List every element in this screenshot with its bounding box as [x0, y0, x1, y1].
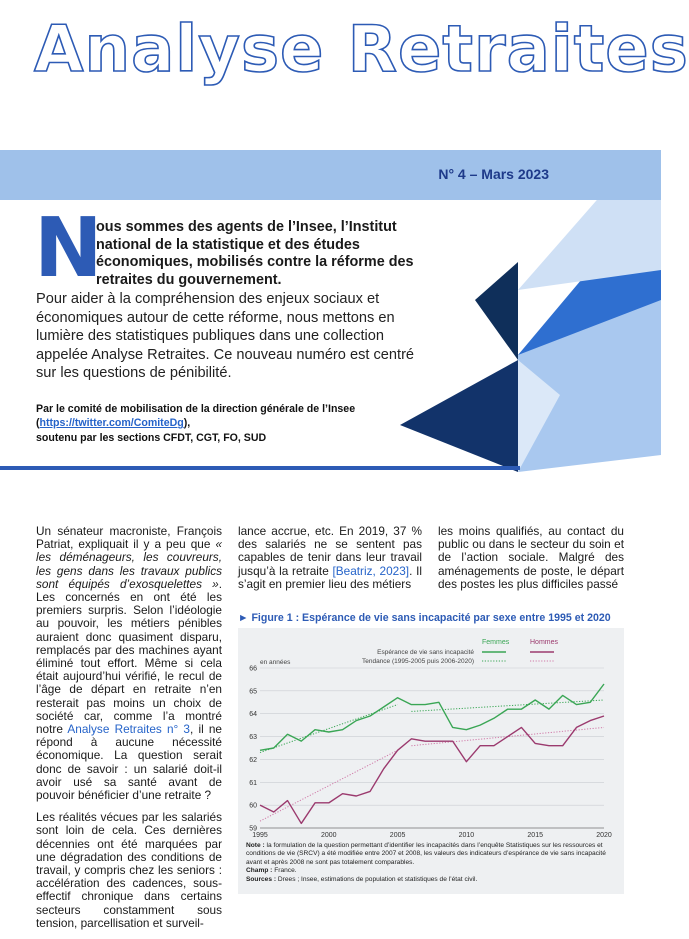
figure-box	[238, 628, 624, 894]
figure-title: ► Figure 1 : Espérance de vie sans incapacité par sexe entre 1995 et 2020	[238, 612, 611, 624]
twitter-link[interactable]: https://twitter.com/ComiteDg	[39, 417, 184, 430]
y-tick-label: 66	[249, 665, 257, 673]
champ-line: Champ : France.	[246, 867, 297, 875]
y-tick-label: 65	[249, 688, 257, 696]
triangle-bullet-icon: ►	[238, 612, 252, 624]
quote: « les déménageurs, les couvreurs, les gens dans les travaux publics sont équipés d’exosquelettes »	[36, 537, 222, 591]
drop-cap-letter: N	[34, 201, 103, 296]
paragraph: les moins qualifiés, au contact du public ou dans le secteur du soin et de l’action sociale. Malgré des aménagements de poste, le départ des postes les plus difficiles passé	[438, 524, 624, 591]
credit-block	[36, 402, 466, 445]
y-tick-label: 60	[249, 802, 257, 810]
y-tick-label: 62	[249, 756, 257, 764]
x-tick-label: 2005	[389, 832, 406, 839]
y-tick-label: 61	[249, 779, 257, 787]
section-divider	[0, 466, 520, 470]
figure-notes	[246, 842, 618, 884]
x-tick-label: 1995	[252, 832, 268, 839]
chart-lines	[260, 684, 604, 823]
paragraph: lance accrue, etc. En 2019, 37 % des salariés ne se sentent pas capables de tenir dans leur travail jusqu’à la retraite [Beatriz, 2023]. Il s’agit en premier lieu des métiers	[238, 524, 422, 591]
x-tick-label: 2000	[321, 832, 337, 839]
article-column-1	[36, 525, 222, 939]
credit-line: Par le comité de mobilisation de la direction générale de l’Insee	[36, 403, 356, 415]
y-tick-label: 59	[249, 825, 257, 833]
legend-hommes-label: Hommes	[530, 639, 559, 646]
article-column-3	[438, 525, 624, 600]
chart-grid	[260, 668, 604, 828]
intro-body: Pour aider à la compréhension des enjeux sociaux et économiques autour de cette réforme, nous mettons en lumière des statistiques publiques dans une collection appelée Analyse Retraites. Ce nouveau numéro est centré sur les questions de pénibilité.	[36, 291, 415, 382]
x-tick-label: 2020	[596, 832, 612, 839]
legend-row-1: Espérance de vie sans incapacité	[377, 649, 474, 656]
paragraph: Un sénateur macroniste, François Patriat, expliquait il y a peu que « les déménageurs, les couvreurs, les gens dans les travaux publics sont équipés d’exosquelettes ». Les concernés en ont été les premiers surpris. Selon l’idéologie au pouvoir, les métiers pénibles auraient donc quasiment disparu, remplacés par des machines ayant éliminé tout effort. Même si cela était aujourd’hui vérifié, le recul de l’âge de départ en retraite n’en resterait pas moins un choix de société car, comme l’a montré notre Analyse Retraites n° 3, il ne répond à aucune nécessité économique. La question serait donc de savoir : un salarié doit-il avoir usé sa santé avant de pouvoir bénéficier d’une retraite ?	[36, 524, 222, 803]
credit-link-suffix: ),	[183, 417, 191, 430]
paragraph: Les réalités vécues par les salariés sont loin de cela. Ces dernières décennies ont été marquées par une dégradation des conditions de travail, y compris chez les seniors : accélération des cadences, sous-effectif chronique dans certains secteurs constamment sous tension, parcellisation et surveil-	[36, 810, 222, 930]
credit-link-line: (https://twitter.com/ComiteDg),	[36, 417, 191, 430]
legend-row-2: Tendance (1995-2005 puis 2006-2020)	[361, 658, 474, 665]
article-column-2	[238, 525, 422, 600]
sources-line: Sources : Drees ; Insee, estimations de population et statistiques de l’état civil.	[246, 875, 478, 883]
masthead-title: Analyse Retraites	[34, 13, 689, 87]
y-axis-label: en années	[260, 659, 291, 666]
beatriz-reference-link[interactable]: [Beatriz, 2023]	[332, 563, 410, 578]
x-tick-label: 2015	[527, 832, 543, 839]
intro-lead: ous sommes des agents de l’Insee, l’Institut national de la statistique et des études économiques, mobilisés contre la réforme des retraites du gouvernement.	[96, 219, 414, 288]
legend-femmes-label: Femmes	[482, 639, 510, 646]
trend-hommes	[260, 750, 398, 821]
issue-number: N° 4 – Mars 2023	[438, 166, 549, 182]
credit-sections: soutenu par les sections CFDT, CGT, FO, SUD	[36, 431, 267, 444]
y-tick-label: 63	[249, 734, 257, 742]
series-line-femmes	[260, 684, 604, 750]
note-line: Note : la formulation de la question permettant d’identifier les incapacités dans l’enquête Statistiques sur les ressources et conditions de vie (SRCV) a été modifiée entre 2007 et 2008, les valeurs des indicateurs d’espérance de vie sans incapacité avant et après 2008 ne sont pas totalement comparables.	[246, 842, 606, 866]
y-tick-label: 64	[249, 711, 257, 719]
header-band	[0, 150, 661, 200]
drop-cap	[34, 201, 103, 296]
x-tick-label: 2010	[458, 832, 475, 839]
chart-trends	[260, 700, 604, 821]
life-expectancy-chart	[238, 628, 624, 838]
chart-ticks	[249, 666, 612, 840]
analyse-retraites-3-link[interactable]: Analyse Retraites n° 3	[67, 722, 190, 737]
